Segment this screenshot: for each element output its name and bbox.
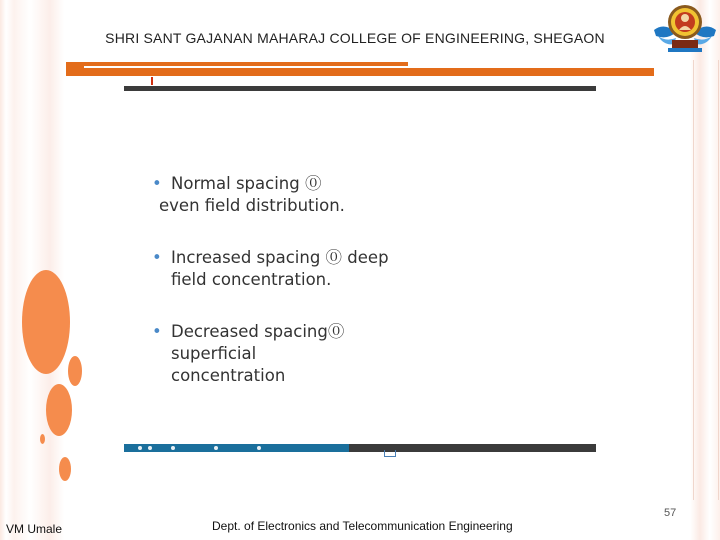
slide-dot bbox=[138, 446, 142, 450]
college-emblem-icon bbox=[650, 0, 720, 56]
slide-dot bbox=[257, 446, 261, 450]
decorative-circle-tiny bbox=[59, 457, 71, 481]
decorative-circle-small bbox=[68, 356, 82, 386]
page-title: SHRI SANT GAJANAN MAHARAJ COLLEGE OF ENGINEERING, SHEGAON bbox=[105, 30, 605, 46]
bullet-line: Decreased spacing⓪ bbox=[171, 322, 345, 341]
footer-author: VM Umale bbox=[6, 522, 63, 536]
bullet-line: even field distribution. bbox=[159, 196, 345, 215]
left-decorative-frame bbox=[0, 0, 64, 540]
red-marker bbox=[151, 77, 153, 85]
slide-image bbox=[124, 86, 596, 454]
bullet-line: superficial bbox=[171, 344, 257, 363]
slide-bottom-accent bbox=[124, 444, 349, 452]
decorative-circle-medium bbox=[46, 384, 72, 436]
slide-small-marker bbox=[384, 450, 396, 457]
decorative-circle-dot bbox=[40, 434, 45, 444]
right-decorative-lines bbox=[693, 60, 719, 500]
bullet-line: Increased spacing ⓪ deep bbox=[171, 248, 389, 267]
decorative-circle-large bbox=[22, 270, 70, 374]
slide-dot bbox=[214, 446, 218, 450]
bullet-line: concentration bbox=[171, 366, 286, 385]
slide-dot bbox=[148, 446, 152, 450]
footer-department: Dept. of Electronics and Telecommunication Engineering bbox=[212, 519, 513, 533]
page-number: 57 bbox=[664, 507, 677, 519]
slide-top-border bbox=[124, 86, 596, 91]
bullet-normal-spacing bbox=[152, 173, 345, 217]
bullet-line: Normal spacing ⓪ bbox=[171, 174, 322, 193]
bullet-increased-spacing bbox=[152, 247, 389, 291]
header-accent-bar bbox=[66, 68, 654, 76]
header-accent-bar-thin bbox=[66, 62, 408, 66]
bullet-icon: • bbox=[152, 322, 162, 341]
bullet-line: field concentration. bbox=[171, 270, 332, 289]
slide-dot bbox=[171, 446, 175, 450]
bullet-icon: • bbox=[152, 174, 162, 193]
bullet-icon: • bbox=[152, 248, 162, 267]
bullet-decreased-spacing bbox=[152, 321, 344, 387]
